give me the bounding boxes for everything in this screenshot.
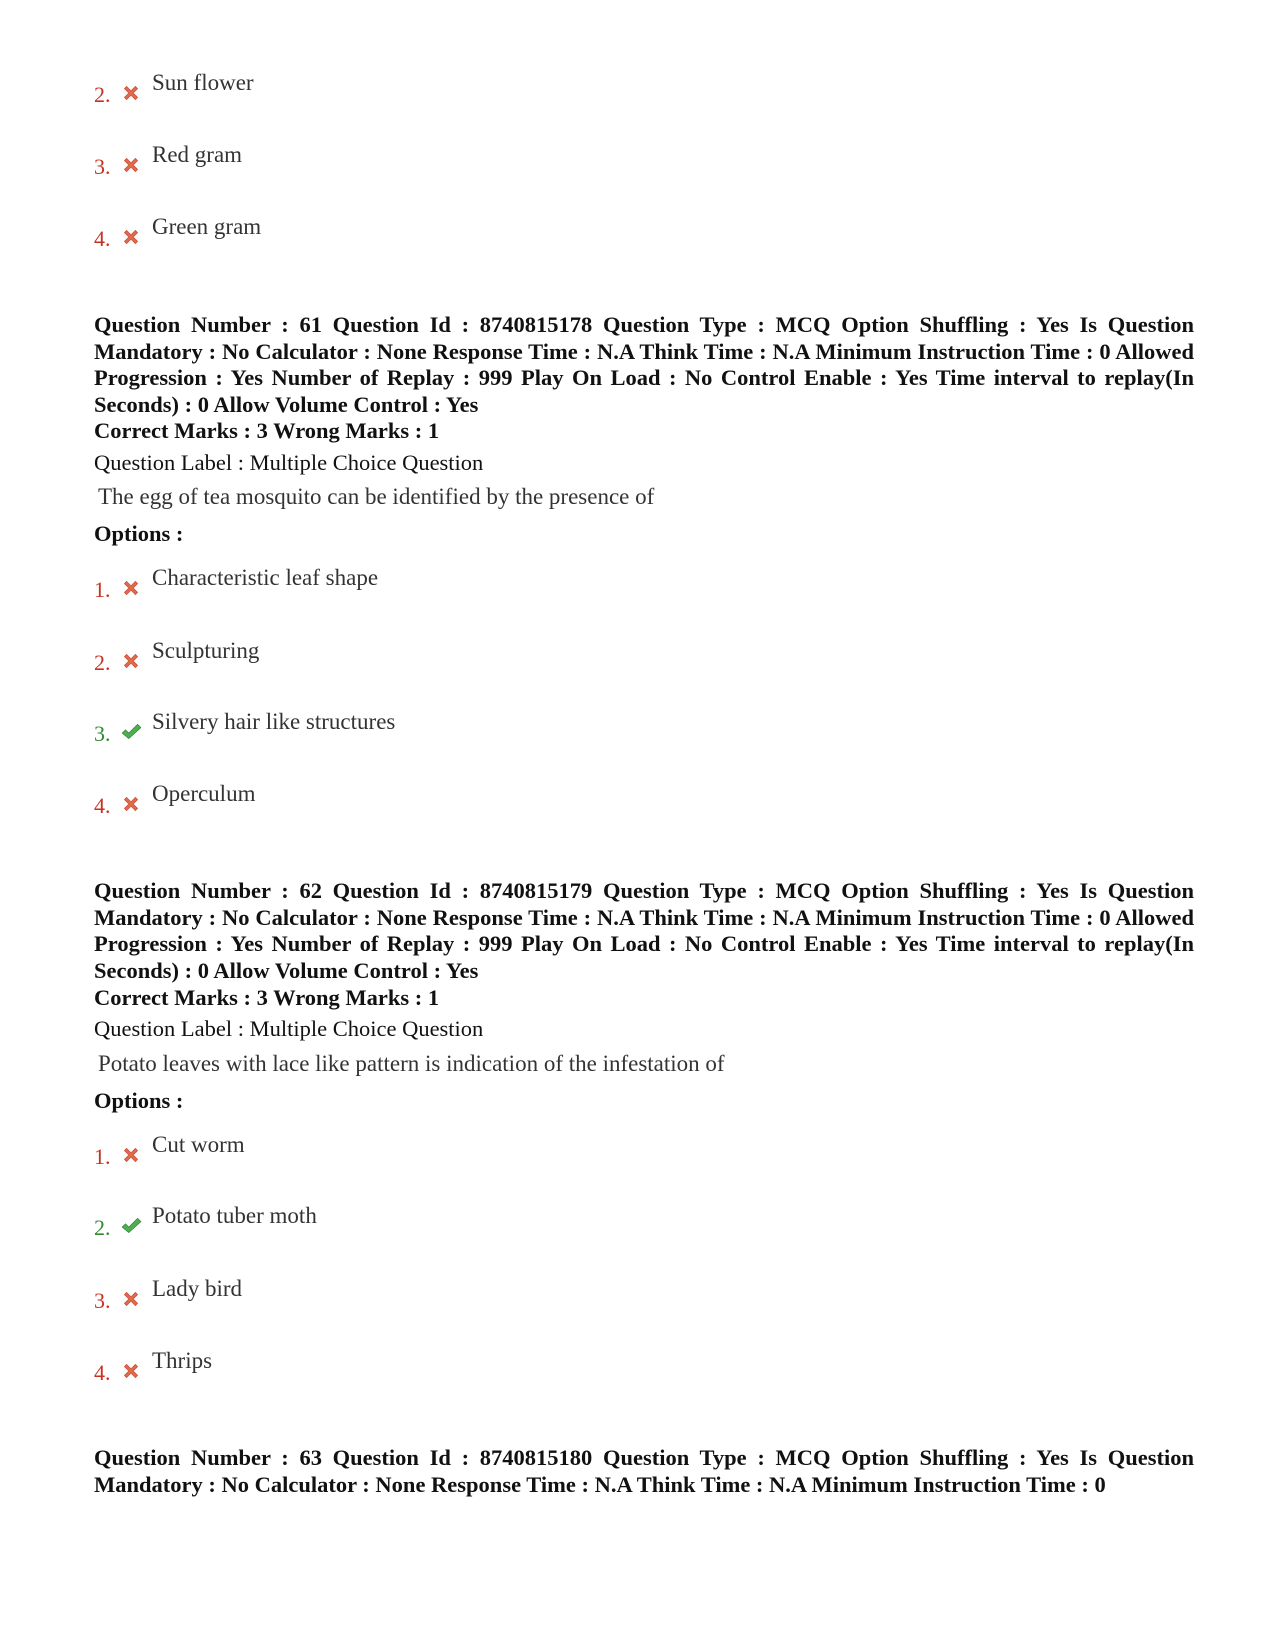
option-text: Silvery hair like structures <box>152 709 396 734</box>
option-item <box>94 628 260 675</box>
question-meta: Question Number : 61 Question Id : 8740815178 Question Type : MCQ Option Shuffling : Yes Is Question Mandatory : No Calculator : None Response Time : N.A Think Time : N.A Minimum Instruction Time : 0 Allowed Progression : Yes Number of Replay : 999 Play On Load : No Control Enable : Yes Time interval to replay(In Seconds) : 0 Allow Volume Control : Yes <box>94 312 1194 417</box>
options-heading: Options : <box>94 521 184 546</box>
option-item <box>94 204 262 251</box>
cross-icon <box>120 793 142 815</box>
question-label: Question Label : Multiple Choice Question <box>94 1016 484 1041</box>
option-number: 1. <box>94 1144 111 1169</box>
option-item <box>94 60 254 107</box>
cross-icon <box>120 650 142 672</box>
option-number: 3. <box>94 154 111 179</box>
cross-icon <box>120 577 142 599</box>
option-text: Cut worm <box>152 1132 245 1157</box>
option-item <box>94 132 243 179</box>
check-icon <box>120 1215 142 1237</box>
option-item <box>94 1266 243 1313</box>
question-stem: The egg of tea mosquito can be identified by the presence of <box>98 484 655 509</box>
options-heading: Options : <box>94 1088 184 1113</box>
option-text: Sculpturing <box>152 638 260 663</box>
option-text: Green gram <box>152 214 262 239</box>
option-number: 2. <box>94 650 111 675</box>
cross-icon <box>120 1288 142 1310</box>
cross-icon <box>120 226 142 248</box>
option-number: 4. <box>94 226 111 251</box>
option-text: Thrips <box>152 1348 213 1373</box>
cross-icon <box>120 1144 142 1166</box>
cross-icon <box>120 82 142 104</box>
option-number: 4. <box>94 1360 111 1385</box>
option-item <box>94 555 379 602</box>
question-meta: Question Number : 62 Question Id : 8740815179 Question Type : MCQ Option Shuffling : Yes Is Question Mandatory : No Calculator : None Response Time : N.A Think Time : N.A Minimum Instruction Time : 0 Allowed Progression : Yes Number of Replay : 999 Play On Load : No Control Enable : Yes Time interval to replay(In Seconds) : 0 Allow Volume Control : Yes <box>94 878 1194 983</box>
option-number: 2. <box>94 1215 111 1240</box>
option-text: Potato tuber moth <box>152 1203 317 1228</box>
option-number: 3. <box>94 721 111 746</box>
option-text: Sun flower <box>152 70 254 95</box>
cross-icon <box>120 1360 142 1382</box>
question-marks: Correct Marks : 3 Wrong Marks : 1 <box>94 985 440 1010</box>
question-stem: Potato leaves with lace like pattern is indication of the infestation of <box>98 1051 725 1076</box>
cross-icon <box>120 154 142 176</box>
option-text: Lady bird <box>152 1276 243 1301</box>
check-icon <box>120 721 142 743</box>
option-text: Operculum <box>152 781 256 806</box>
option-item <box>94 699 396 746</box>
question-label: Question Label : Multiple Choice Question <box>94 450 484 475</box>
option-item <box>94 771 256 818</box>
option-item <box>94 1122 245 1169</box>
option-number: 4. <box>94 793 111 818</box>
option-text: Red gram <box>152 142 243 167</box>
option-number: 3. <box>94 1288 111 1313</box>
option-number: 1. <box>94 577 111 602</box>
option-item <box>94 1338 213 1385</box>
option-item <box>94 1193 317 1240</box>
option-text: Characteristic leaf shape <box>152 565 379 590</box>
option-number: 2. <box>94 82 111 107</box>
question-meta: Question Number : 63 Question Id : 8740815180 Question Type : MCQ Option Shuffling : Yes Is Question Mandatory : No Calculator : None Response Time : N.A Think Time : N.A Minimum Instruction Time : 0 <box>94 1445 1194 1497</box>
question-marks: Correct Marks : 3 Wrong Marks : 1 <box>94 418 440 443</box>
